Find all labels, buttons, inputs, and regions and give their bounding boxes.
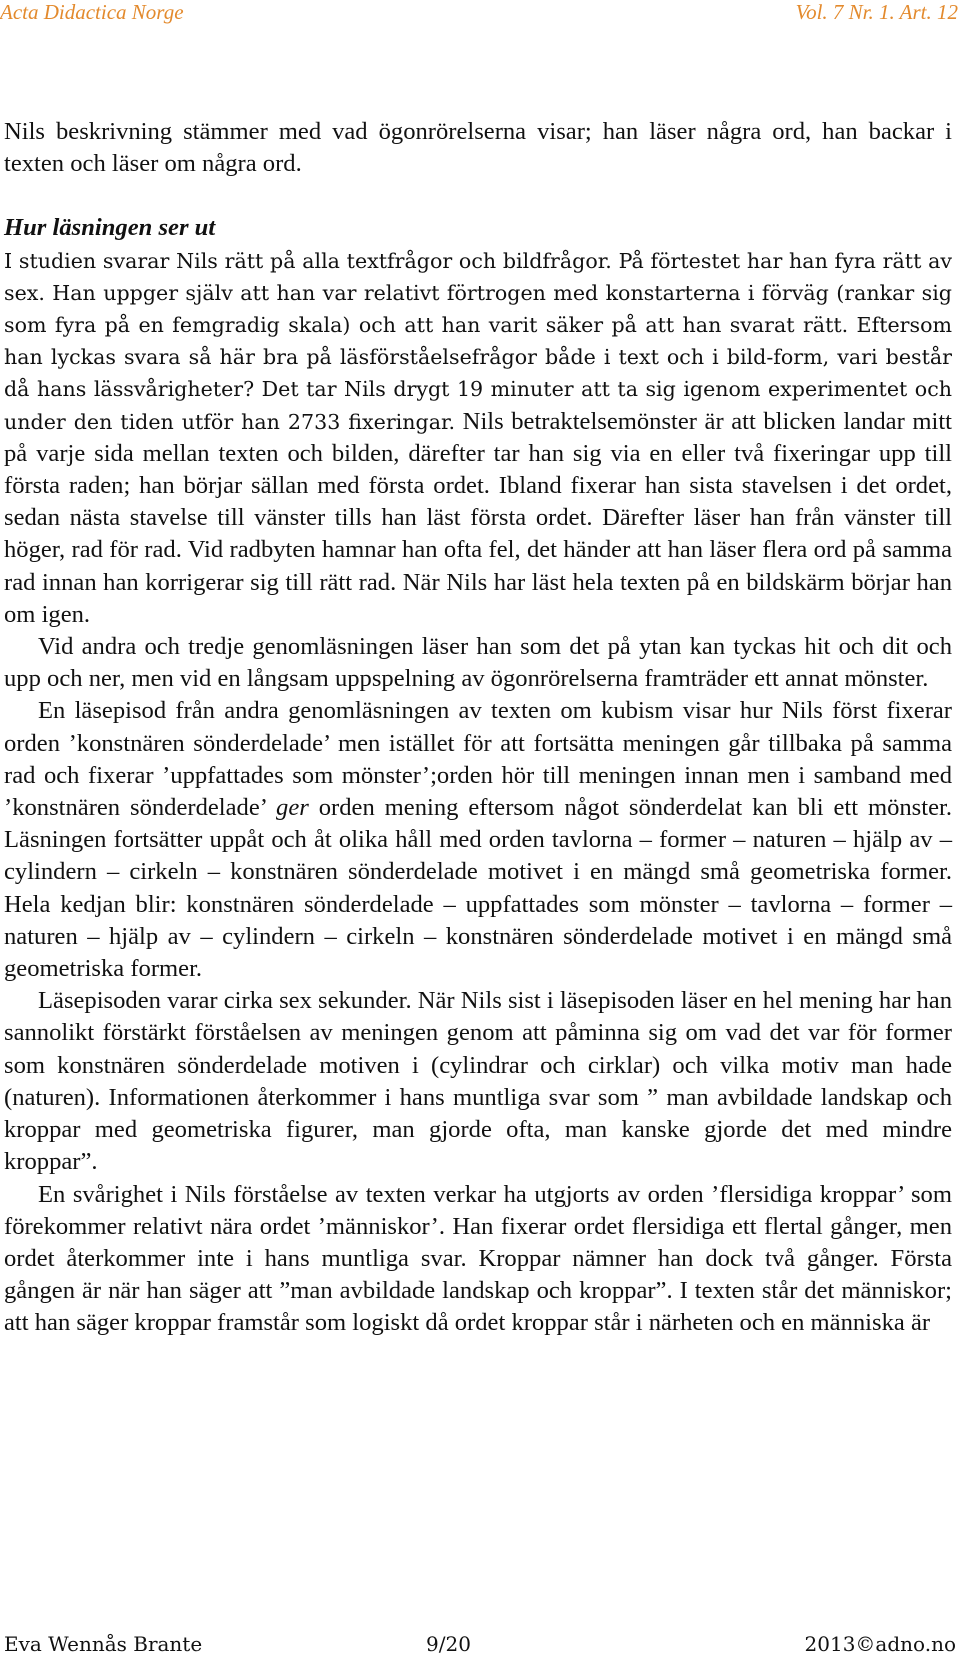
paragraph-4 [4, 695, 952, 985]
paragraph-2 [4, 245, 952, 631]
article-body [4, 116, 952, 1340]
paragraph-4-end: Läsningen fortsätter uppåt och åt olika håll med orden tavlorna – former – naturen – hjälp av – cylindern – cirkeln – konstnären sönderdelade motivet i en mängd små geometriska former. Hela kedjan blir: konstnären sönderdelade – uppfattades som mönster – tavlorna – former – naturen – hjälp av – cylindern – cirkeln – konstnären sönderdelade motivet i en mängd små geometriska former. [4, 826, 952, 983]
paragraph-3: Vid andra och tredje genomläsningen läser han som det på ytan kan tyckas hit och dit och upp och ner, men vid en långsam uppspelning av ögonrörelserna framträder ett annat mönster. [4, 633, 952, 693]
volume-info: Vol. 7 Nr. 1. Art. 12 [795, 0, 958, 24]
page-footer [0, 1632, 958, 1662]
paragraph-4-italic-word: ger [276, 794, 309, 822]
footer-author: Eva Wennås Brante [4, 1632, 203, 1656]
footer-copyright: 2013©adno.no [804, 1632, 956, 1656]
page-number: 9/20 [426, 1632, 471, 1656]
paragraph-2-end: Nils betraktelsemönster är att blicken landar mitt på varje sida mellan texten och bilden, därefter tar han sig via en eller två fixeringar upp till första raden; han börjar sällan med första ordet. Ibland fixerar han sista stavelsen i det ordet, sedan nästa stavelse till vänster tills han läst första ordet. Därefter läser han från vänster till höger, rad för rad. Vid radbyten hamnar han ofta fel, det händer att han läser flera ord på samma rad innan han korrigerar sig till rätt rad. När Nils har läst hela texten på en bildskärm börjar han om igen. [4, 407, 952, 628]
paragraph-6: En svårighet i Nils förståelse av texten verkar ha utgjorts av orden ’flersidiga kroppar’ som förekommer relativt nära ordet ’människor’. Han fixerar ordet flersidiga ett flertal gånger, men ordet återkommer inte i hans muntliga svar. Kroppar nämner han dock två gånger. Första gången är när han säger att ”man avbildade landskap och kroppar”. I texten står det människor; att han säger kroppar framstår som logiskt då ordet kroppar står i närheten och en människa är [4, 1180, 952, 1337]
running-header [0, 0, 958, 28]
paragraph-2-opening: I studien svarar Nils rätt på alla textfrågor och bildfrågor. På förtestet har han fyra rätt av sex. [4, 248, 952, 305]
paragraph-5: Läsepisoden varar cirka sex sekunder. När Nils sist i läsepisoden läser en hel mening har han sannolikt förstärkt förståelsen av meningen genom att påminna sig om vad det var för former som konstnären sönderdelade motiven i (cylindrar och cirklar) och vilka motiv man hade (naturen). Informationen återkommer i hans muntliga svar som ” man avbildade landskap och kroppar med geometriska figurer, man gjorde ofta, man kanske gjorde det med mindre kroppar”. [4, 987, 952, 1176]
paragraph-2-middle: Han uppger själv att han var relativt förtrogen med konstarterna i förväg (rankar sig som fyra på en femgradig skala) och att han varit säker på att han svarat rätt. Eftersom han lyckas svara så här bra på läsförståelsefrågor både i text och i bild-form, vari består då hans lässvårigheter? Det tar Nils drygt 19 minuter att ta sig igenom experimentet och under den tiden utför han 2733 fixeringar. [4, 280, 952, 434]
section-heading: Hur läsningen ser ut [4, 214, 216, 242]
paragraph-4-start: En läsepisod från andra genomläsningen av texten om kubism visar hur Nils först fixerar orden ’konstnären sönderdelade’ men istället för att fortsätta meningen går tillbaka på samma rad och fixerar ’uppfattades som mönster’;orden hör till meningen innan men i samband med ’konstnären sönderdelade’ [4, 697, 952, 822]
paragraph-1: Nils beskrivning stämmer med vad ögonrörelserna visar; han läser några ord, han backar i texten och läser om några ord. [4, 118, 952, 178]
journal-name: Acta Didactica Norge [0, 0, 184, 24]
paragraph-4-continued: orden mening eftersom något sönderdelat kan bli ett mönster. [308, 794, 952, 822]
